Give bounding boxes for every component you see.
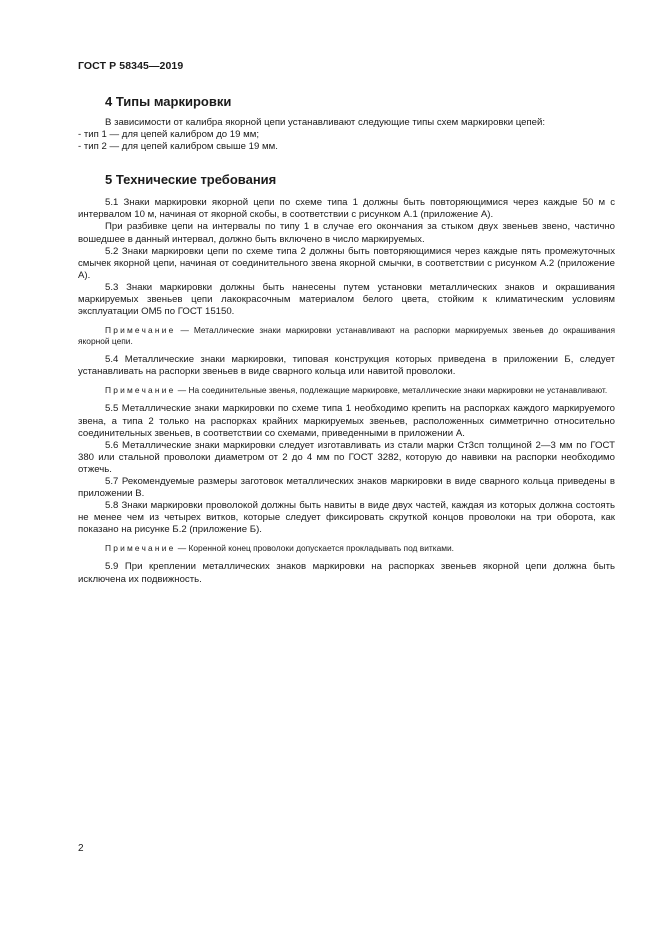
paragraph-5-9: 5.9 При креплении металлических знаков маркировки на распорках звеньев якорной цепи должна быть исключена их подвижность. [78,561,615,585]
note-label: Примечание [105,385,176,396]
list-item: - тип 2 — для цепей калибром свыше 19 мм. [78,141,278,153]
note-text: — Металлические знаки маркировки устанавливают на распорки маркируемых звеньев до окрашивания якорной цепи. [78,325,615,347]
paragraph-5-3: 5.3 Знаки маркировки должны быть нанесены путем установки металлических знаков и окрашивания маркируемых звеньев цепи лакокрасочным материалом белого цвета, стойким к климатическим условиям эксплуатации ОМ5 по ГОСТ 15150. [78,281,615,318]
note-3 [78,543,615,554]
paragraph-5-5: 5.5 Металлические знаки маркировки по схеме типа 1 необходимо крепить на распорках каждого маркируемого звена, а типа 2 только на распорках крайних маркируемых звеньев, расположенных симметрично относительно соединительных звеньев, в соответствии со схемами, приведенными в приложении А. [78,403,615,439]
paragraph-5-1-continued: При разбивке цепи на интервалы по типу 1 в случае его окончания за стыком двух звеньев звено, частично вошедшее в данный интервал, должно быть включено в число маркируемых. [78,221,615,245]
paragraph-5-1: 5.1 Знаки маркировки якорной цепи по схеме типа 1 должны быть повторяющимися через каждые 50 м с интервалом 10 м, начиная от якорной скобы, в соответствии с рисунком А.1 (приложение А). [78,197,615,221]
paragraph-5-7: 5.7 Рекомендуемые размеры заготовок металлических знаков маркировки в виде сварного кольца приведены в приложении В. [78,475,615,500]
standard-header: ГОСТ Р 58345—2019 [78,60,184,72]
page-content [78,90,615,586]
note-2 [78,385,615,396]
paragraph-5-6: 5.6 Металлические знаки маркировки следует изготавливать из стали марки Ст3сп толщиной 2—3 мм по ГОСТ 380 или стальной проволоки диаметром от 2 до 4 мм по ГОСТ 3282, которую до навивки на распорки необходимо отжечь. [78,439,615,475]
section-4-intro: В зависимости от калибра якорной цепи устанавливают следующие типы схем маркировки цепей: [105,117,546,128]
list-item: - тип 1 — для цепей калибром до 19 мм; [78,129,259,141]
page-number: 2 [78,843,84,854]
note-text: — На соединительные звенья, подлежащие маркировке, металлические знаки маркировки не устанавливают. [175,385,608,396]
paragraph-5-2: 5.2 Знаки маркировки цепи по схеме типа 2 должны быть повторяющимися через каждые пять промежуточных смычек якорной цепи, начиная от соединительного звена якорной смычки, в соответствии с рисунком А.2 (приложение А). [78,245,615,281]
section-4-title: 4 Типы маркировки [105,94,232,109]
note-label: Примечание [105,325,176,336]
note-text: — Коренной конец проволоки допускается прокладывать под витками. [175,543,454,554]
paragraph-5-4: 5.4 Металлические знаки маркировки, типовая конструкция которых приведена в приложении Б, следует устанавливать на распорки звеньев в виде сварного кольца или навитой проволоки. [78,354,615,378]
paragraph-5-8: 5.8 Знаки маркировки проволокой должны быть навиты в виде двух частей, каждая из которых должна состоять не менее чем из четырех витков, которые следует фиксировать скруткой концов проволоки на три оборота, как показано на рисунке Б.2 (приложение Б). [78,500,615,536]
note-label: Примечание [105,543,176,554]
section-5-title: 5 Технические требования [105,172,277,188]
note-1 [78,325,615,347]
